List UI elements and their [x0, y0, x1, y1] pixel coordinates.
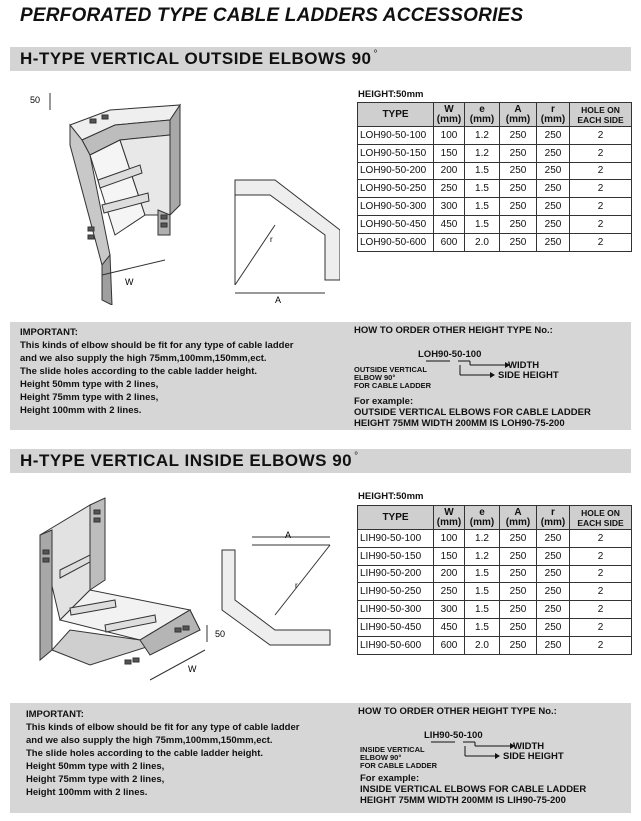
- width-label: WIDTH: [513, 741, 545, 752]
- radius-label: r: [270, 235, 273, 244]
- order-code: LIH90-50-100: [424, 730, 483, 741]
- col-w: W (mm): [434, 506, 465, 530]
- col-e: e (mm): [465, 103, 500, 127]
- height-label: HEIGHT:50mm: [358, 89, 424, 100]
- height-dim-label: 50: [30, 95, 40, 105]
- spec-table-outside: [357, 102, 632, 252]
- col-type: TYPE: [358, 506, 434, 530]
- width-dim-label: W: [125, 277, 134, 287]
- col-type: TYPE: [358, 103, 434, 127]
- order-heading: HOW TO ORDER OTHER HEIGHT TYPE No.:: [358, 706, 557, 717]
- section-title: H-TYPE VERTICAL OUTSIDE ELBOWS 90: [20, 49, 372, 68]
- outside-elbow-drawing: [30, 85, 340, 305]
- col-w: W (mm): [434, 103, 465, 127]
- table-row: LOH90-50-100 100 1.2 250 250 2: [358, 127, 632, 145]
- col-a: A (mm): [500, 506, 537, 530]
- arc-label: A: [285, 530, 292, 540]
- spec-table-inside: [357, 505, 632, 655]
- degree-symbol: °: [354, 451, 359, 463]
- section-heading-outside: [10, 47, 631, 71]
- col-a: A (mm): [500, 103, 537, 127]
- important-note: IMPORTANT: This kinds of elbow should be fit for any type of cable ladder and we also supply the high 75mm,100mm,150mm,ect. The slide holes according to the cable ladder height. Height 50mm type with 2 lines, Height 75mm type with 2 lines, Height 100mm with 2 lines.: [20, 327, 294, 416]
- product-description: OUTSIDE VERTICAL ELBOW 90° FOR CABLE LADDER: [354, 365, 432, 390]
- table-row: LIH90-50-100 100 1.2 250 250 2: [358, 530, 632, 548]
- page-title: PERFORATED TYPE CABLE LADDERS ACCESSORIES: [20, 5, 524, 26]
- table-row: LIH90-50-300 300 1.5 250 250 2: [358, 601, 632, 619]
- table-row: LOH90-50-150 150 1.2 250 250 2: [358, 144, 632, 162]
- col-r: r (mm): [537, 103, 570, 127]
- col-r: r (mm): [537, 506, 570, 530]
- side-height-label: SIDE HEIGHT: [498, 370, 559, 381]
- section-heading-inside: [10, 449, 631, 473]
- table-row: LOH90-50-600 600 2.0 250 250 2: [358, 233, 632, 251]
- important-note: IMPORTANT: This kinds of elbow should be fit for any type of cable ladder and we also supply the high 75mm,100mm,150mm,ect. The slide holes according to the cable ladder height. Height 50mm type with 2 lines, Height 75mm type with 2 lines, Height 100mm with 2 lines.: [26, 709, 300, 798]
- product-description: INSIDE VERTICAL ELBOW 90° FOR CABLE LADDER: [360, 745, 438, 770]
- example-lines: INSIDE VERTICAL ELBOWS FOR CABLE LADDER HEIGHT 75MM WIDTH 200MM IS LIH90-75-200: [360, 784, 587, 806]
- width-dim-label: W: [188, 664, 197, 674]
- table-row: LOH90-50-250 250 1.5 250 250 2: [358, 180, 632, 198]
- arc-label: A: [275, 295, 282, 305]
- radius-label: r: [295, 581, 298, 590]
- order-code: LOH90-50-100: [418, 349, 482, 360]
- col-hole: HOLE ON EACH SIDE: [570, 103, 632, 127]
- section-title: H-TYPE VERTICAL INSIDE ELBOWS 90: [20, 451, 353, 470]
- col-e: e (mm): [465, 506, 500, 530]
- example-lines: OUTSIDE VERTICAL ELBOWS FOR CABLE LADDER HEIGHT 75MM WIDTH 200MM IS LOH90-75-200: [354, 407, 591, 429]
- height-dim-label: 50: [215, 629, 226, 639]
- table-row: LIH90-50-600 600 2.0 250 250 2: [358, 636, 632, 654]
- height-label: HEIGHT:50mm: [358, 491, 424, 502]
- table-row: LOH90-50-200 200 1.5 250 250 2: [358, 162, 632, 180]
- width-label: WIDTH: [508, 360, 540, 371]
- table-row: LIH90-50-200 200 1.5 250 250 2: [358, 565, 632, 583]
- col-hole: HOLE ON EACH SIDE: [570, 506, 632, 530]
- table-row: LOH90-50-300 300 1.5 250 250 2: [358, 198, 632, 216]
- side-height-label: SIDE HEIGHT: [503, 751, 564, 762]
- table-row: LIH90-50-250 250 1.5 250 250 2: [358, 583, 632, 601]
- table-row: LOH90-50-450 450 1.5 250 250 2: [358, 215, 632, 233]
- order-heading: HOW TO ORDER OTHER HEIGHT TYPE No.:: [354, 325, 553, 336]
- table-row: LIH90-50-450 450 1.5 250 250 2: [358, 618, 632, 636]
- example-heading: For example:: [354, 396, 414, 407]
- table-row: LIH90-50-150 150 1.2 250 250 2: [358, 547, 632, 565]
- order-arrows: [420, 359, 510, 381]
- order-arrows: [425, 740, 515, 762]
- inside-elbow-drawing: [30, 490, 340, 690]
- example-heading: For example:: [360, 773, 420, 784]
- degree-symbol: °: [373, 49, 379, 61]
